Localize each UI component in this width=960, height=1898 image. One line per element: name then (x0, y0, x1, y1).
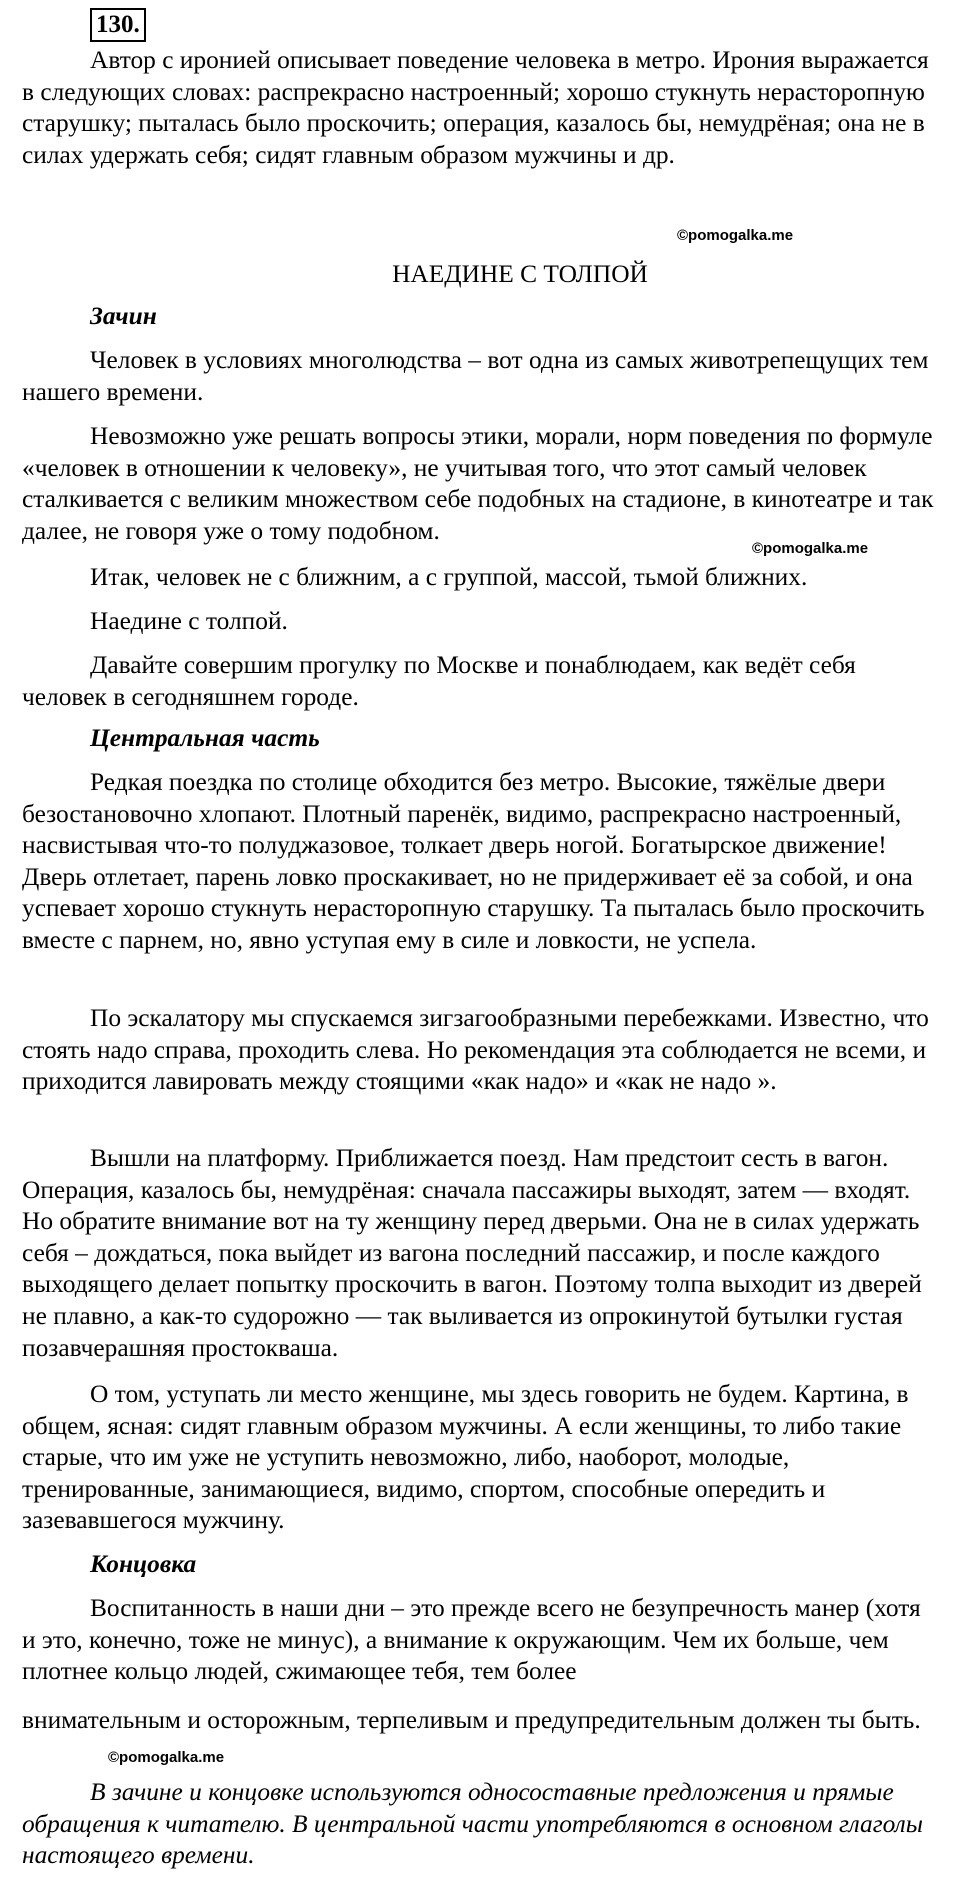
paragraph: Вышли на платформу. Приближается поезд. Нам предстоит сесть в вагон. Операция, казалось бы, немудрёная: сначала пассажиры выходят, затем — входят. Но обратите внимание вот на ту женщину перед дверьми. Она не в силах удержать себя – дождаться, пока выйдет из вагона последний пассажир, и после каждого выходящего делает попытку проскочить в вагон. Поэтому толпа выходит из дверей не плавно, а как-то судорожно — так выливается из опрокинутой бутылки густая позавчерашняя простокваша. (22, 1144, 922, 1362)
watermark: ©pomogalka.me (108, 1749, 225, 1766)
section-heading-main: Центральная часть (90, 724, 320, 752)
conclusion-paragraph: В зачине и концовке используются односоставные предложения и прямые обращения к читателю. В центральной части употребляются в основном глаголы настоящего времени. (22, 1778, 923, 1870)
paragraph: Наедине с толпой. (90, 607, 288, 635)
paragraph: Человек в условиях многолюдства – вот одна из самых животрепещущих тем нашего времени. (22, 346, 929, 406)
paragraph: Воспитанность в наши дни – это прежде всего не безупречность манер (хотя и это, конечно, тоже не минус), а внимание к окружающим. Чем их больше, чем плотнее кольцо людей, сжимающее тебя, тем более (22, 1594, 921, 1686)
paragraph: Давайте совершим прогулку по Москве и понаблюдаем, как ведёт себя человек в сегодняшнем городе. (22, 651, 856, 711)
essay-title: НАЕДИНЕ С ТОЛПОЙ (392, 260, 648, 288)
paragraph: О том, уступать ли место женщине, мы здесь говорить не будем. Картина, в общем, ясная: сидят главным образом мужчины. А если женщины, то либо такие старые, что им уже не уступить невозможно, либо, наоборот, молодые, тренированные, занимающиеся, видимо, спортом, способные опередить и зазевавшегося мужчину. (22, 1380, 909, 1535)
watermark: ©pomogalka.me (752, 540, 869, 557)
section-heading-intro: Зачин (90, 302, 157, 330)
paragraph: Итак, человек не с ближним, а с группой, массой, тьмой ближних. (90, 563, 808, 591)
task-number: 130. (90, 8, 146, 42)
paragraph: Редкая поездка по столице обходится без метро. Высокие, тяжёлые двери безостановочно хлопают. Плотный паренёк, видимо, распрекрасно настроенный, насвистывая что-то полуджазовое, толкает дверь ногой. Богатырское движение! Дверь отлетает, парень ловко проскакивает, но не придерживает её за собой, и она успевает хорошо стукнуть нерасторопную старушку. Та пыталась было проскочить вместе с парнем, но, явно уступая ему в силе и ловкости, не успела. (22, 768, 925, 954)
paragraph: внимательным и осторожным, терпеливым и предупредительным должен ты быть. (22, 1706, 921, 1734)
paragraph: По эскалатору мы спускаемся зигзагообразными перебежками. Известно, что стоять надо справа, проходить слева. Но рекомендация эта соблюдается не всеми, и приходится лавировать между стоящими «как надо» и «как не надо ». (22, 1004, 929, 1096)
watermark: ©pomogalka.me (677, 227, 794, 244)
paragraph: Невозможно уже решать вопросы этики, морали, норм поведения по формуле «человек в отношении к человеку», не учитывая того, что этот самый человек сталкивается с великим множеством себе подобных на стадионе, в кинотеатре и так далее, не говоря уже о тому подобном. (22, 422, 934, 545)
section-heading-end: Концовка (90, 1550, 197, 1578)
intro-paragraph: Автор с иронией описывает поведение человека в метро. Ирония выражается в следующих словах: распрекрасно настроенный; хорошо стукнуть нерасторопную старушку; пыталась было проскочить; операция, казалось бы, немудрёная; она не в силах удержать себя; сидят главным образом мужчины и др. (22, 46, 929, 169)
